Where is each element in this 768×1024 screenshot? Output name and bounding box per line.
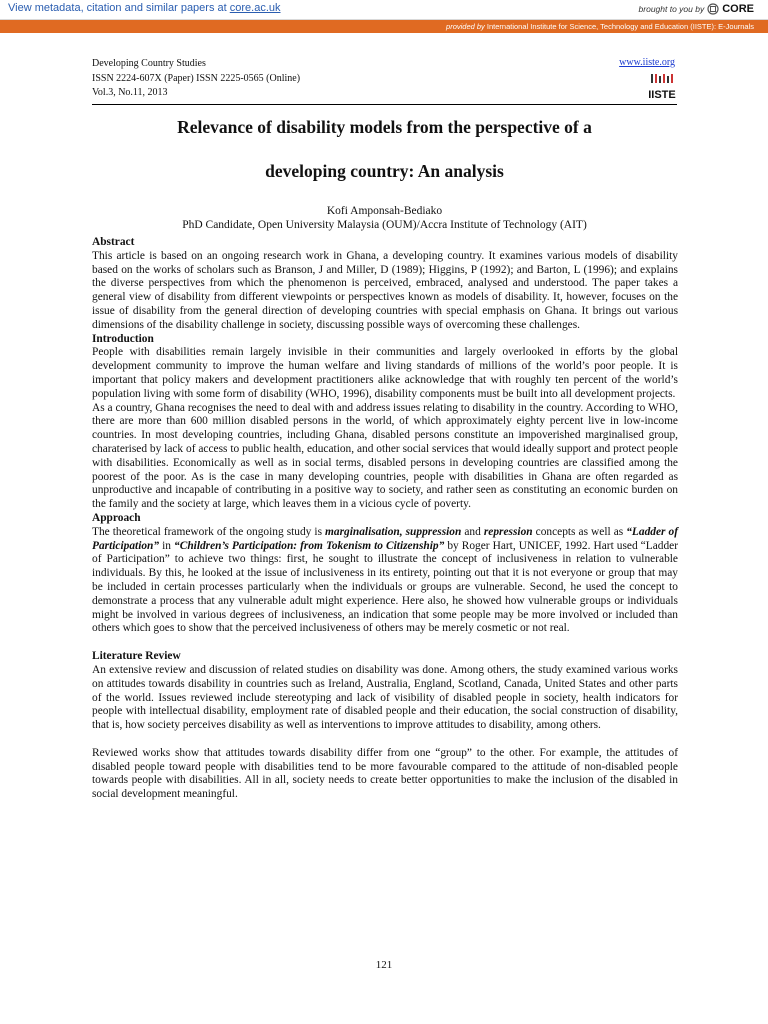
approach-text-3: concepts as well as [532, 525, 627, 538]
paper-body [92, 236, 678, 802]
approach-text-4: in [159, 539, 175, 552]
approach-text-5: by Roger Hart, UNICEF, 1992. Hart used “Ladder of Participation” to achieve two things: first, he sought to illustrate the concept of inclusiveness in relation to vulnerable individuals. By this, he looked at the issue of inclusiveness in its entirety, pointing out that it is not everyone or group that may be included in certain processes particularly when the individuals or groups are vulnerable. Second, he used the concept to demonstrate a process that any vulnerable adult might experience. Here also, he showed how vulnerable groups or individuals might be involved in various degrees of inclusiveness, an indication that some people may be more involved or included than others which goes to show that the perceived inclusiveness of others may be merely cosmetic or not real. [92, 539, 678, 635]
journal-volume: Vol.3, No.11, 2013 [92, 87, 168, 98]
core-logo-icon [707, 3, 719, 15]
introduction-heading: Introduction [92, 332, 154, 345]
core-brand-area[interactable] [639, 3, 754, 15]
provider-bar [0, 20, 768, 33]
literature-review-heading: Literature Review [92, 650, 181, 663]
core-link[interactable]: core.ac.uk [229, 2, 281, 14]
approach-heading: Approach [92, 511, 141, 524]
core-metadata-link-area [8, 2, 281, 14]
provider-name: International Institute for Science, Technology and Education (IISTE): E-Journals [486, 22, 754, 31]
header-divider [92, 104, 677, 105]
journal-website-link[interactable]: www.iiste.org [619, 57, 675, 68]
core-banner [0, 0, 768, 20]
iiste-logo [648, 73, 676, 100]
journal-name: Developing Country Studies [92, 58, 206, 69]
core-metadata-prefix: View metadata, citation and similar papers at [8, 2, 227, 14]
approach-emph-1: marginalisation, suppression [325, 525, 462, 538]
section-gap [92, 733, 678, 747]
author-name: Kofi Amponsah-Bediako [326, 205, 443, 217]
brought-to-you-text: brought to you by [638, 4, 705, 14]
approach-paragraph [92, 526, 678, 636]
author-affiliation: PhD Candidate, Open University Malaysia (OUM)/Accra Institute of Technology (AIT) [182, 219, 587, 231]
provided-by-label: provided by [446, 22, 485, 31]
approach-emph-3: “Ladder of Participation” [92, 525, 678, 552]
literature-review-paragraph-2: Reviewed works show that attitudes towards disability differ from one “group” to the other. For example, the attitudes of disabled people toward people with disabilities tend to be more favourable compared to the attitude of non-disabled people towards people with disabilities. All in all, society needs to create better opportunities to make the inclusion of the disabled in social development meaningful. [92, 746, 678, 801]
introduction-paragraph-1: People with disabilities remain largely invisible in their communities and largely overlooked in efforts by the global development community to improve the human welfare and living standards of millions of the world’s poor people. It is important that policy makers and development practitioners alike acknowledge that with roughly ten percent of the world’s population living with some form of disability (WHO, 1996), disability components must be built into all development projects. [92, 346, 678, 400]
introduction-paragraph-2: As a country, Ghana recognises the need to deal with and address issues relating to disability in the country. According to WHO, there are more than 600 million disabled persons in the world, of which approximately eighty percent live in low-income countries. In most developing countries, including Ghana, disabled persons constitute an impoverished marginalised group, charaterised by lack of access to public health, education, and other social services that would ideally support and protect people with disabilities. Economically as well as in social terms, disabled persons in developing countries are classified among the poorest of the poor. As is the case in many developing countries, people with disabilities in Ghana are often regarded as unproductive and incapable of contributing in a positive way to society, and rather seen as constituting an economic burden on the family and the society at large, which leaves them in a vicious cycle of poverty. [92, 401, 678, 511]
abstract-heading: Abstract [92, 236, 135, 248]
journal-header [92, 57, 300, 101]
iiste-logo-text: IISTE [648, 89, 676, 100]
approach-emph-4: “Children’s Participation: from Tokenism to Citizenship” [174, 539, 445, 552]
approach-text-1: The theoretical framework of the ongoing study is [92, 525, 326, 538]
journal-issn: ISSN 2224-607X (Paper) ISSN 2225-0565 (Online) [92, 72, 301, 84]
provider-line [446, 22, 754, 31]
approach-text-2: and [461, 525, 484, 538]
paper-title-line-2: developing country: An analysis [265, 161, 504, 181]
section-gap [92, 636, 678, 650]
literature-review-paragraph-1: An extensive review and discussion of related studies on disability was done. Among others, the study examined various works on attitudes towards disability in countries such as Ireland, Australia, England, Scotland, Canada, United States and other parts of the world. Issues reviewed include stereotyping and lack of visibility of disabled people in society, health indicators for people with intellectual disability, employment rate of disabled people and their education, the social construction of disability, that is, how society perceives disability as well as interventions to improve attitudes to disability, among others. [92, 663, 678, 732]
core-brand-label: CORE [722, 3, 754, 15]
page-number: 121 [375, 959, 393, 971]
paper-title-line-1: Relevance of disability models from the perspective of a [177, 117, 592, 137]
approach-emph-2: repression [483, 525, 533, 538]
abstract-text: This article is based on an ongoing research work in Ghana, a developing country. It examines various models of disability based on the works of scholars such as Branson, J and Miller, D (1989); Higgins, P (1992); and Barton, L (1996); and explains the diverse perspectives from which the phenomenon is perceived, embraced, analysed and understood. The paper takes a general view of disability from different viewpoints or perspectives known as models of disability. It, however, focuses on the issue of disability from the general direction of developing countries with special emphasis on Ghana. It brings out various dimensions of the disability challenge in society, discussing possible ways of overcoming these challenges. [92, 249, 678, 331]
